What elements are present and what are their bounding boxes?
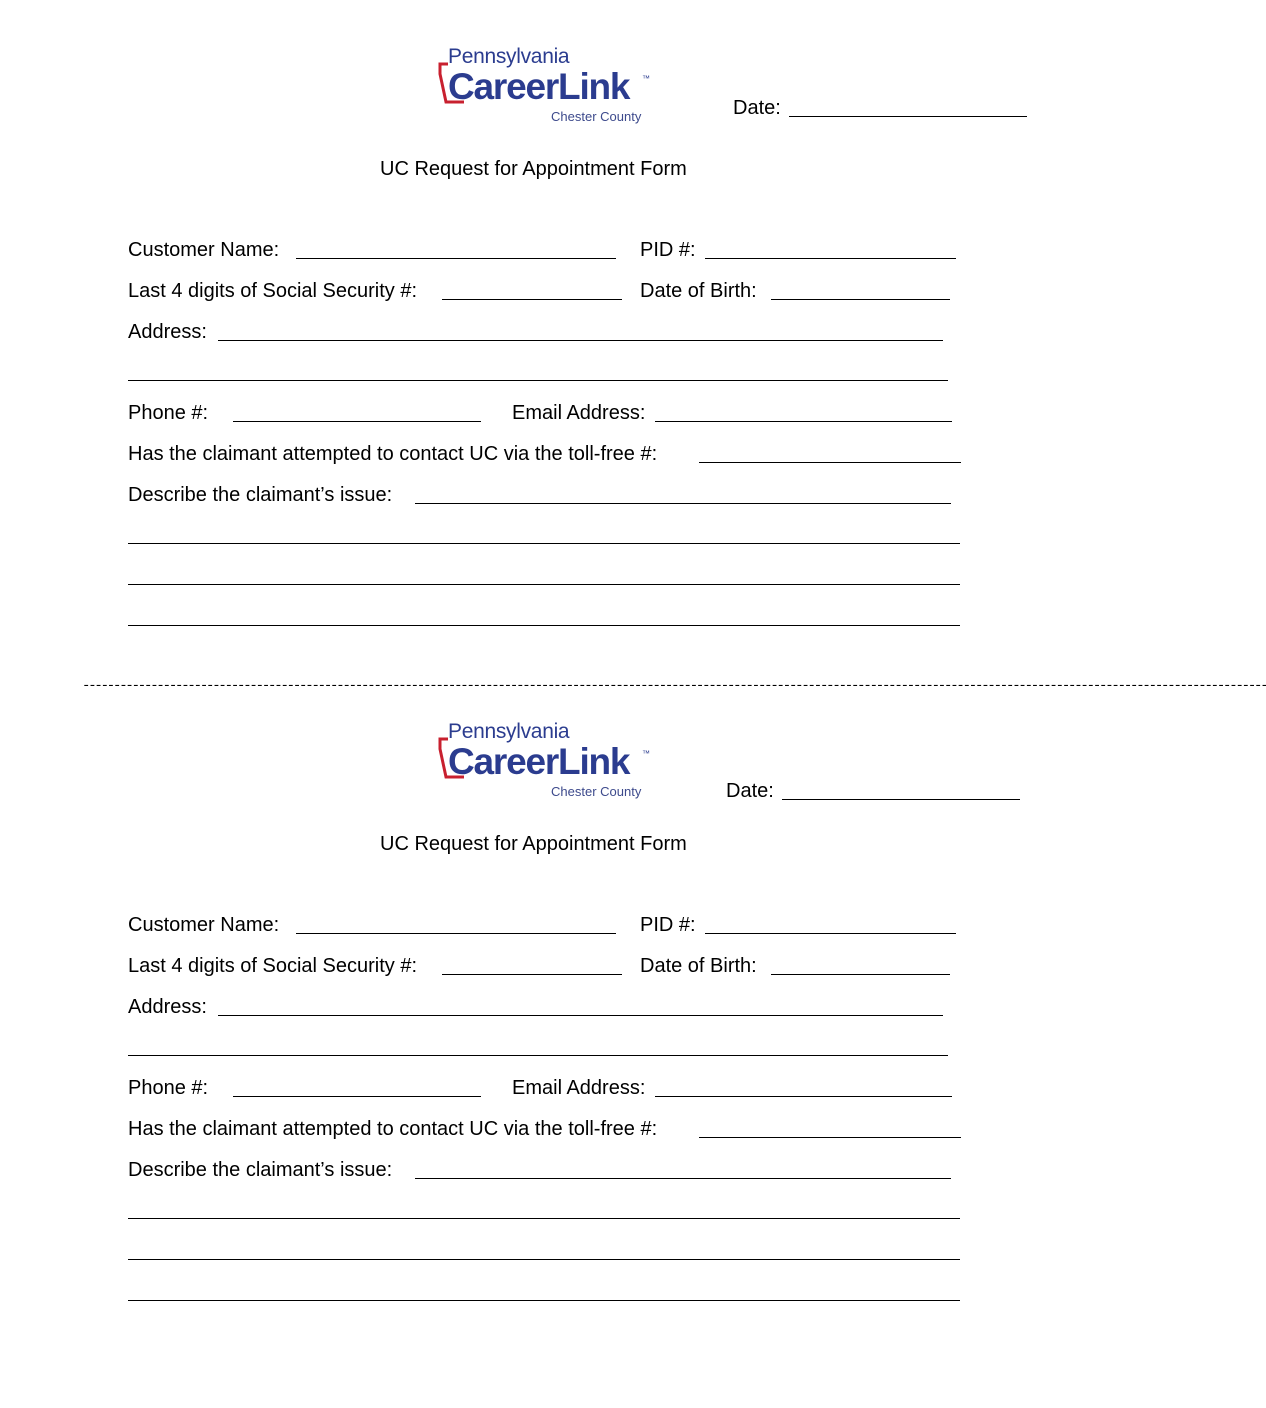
date-label: Date: xyxy=(726,780,774,802)
dob-field[interactable] xyxy=(771,974,950,975)
logo-trademark: ™ xyxy=(642,74,650,83)
ssn-label: Last 4 digits of Social Security #: xyxy=(128,280,418,302)
contact-attempt-field[interactable] xyxy=(699,462,961,463)
phone-label: Phone #: xyxy=(128,402,209,424)
ssn-label: Last 4 digits of Social Security #: xyxy=(128,955,418,977)
issue-label: Describe the claimant’s issue: xyxy=(128,484,393,506)
date-label: Date: xyxy=(733,97,781,119)
address-label: Address: xyxy=(128,996,207,1018)
issue-field-line3[interactable] xyxy=(128,584,960,585)
dob-label: Date of Birth: xyxy=(640,280,757,302)
issue-field[interactable] xyxy=(415,1178,951,1179)
address-field-line2[interactable] xyxy=(128,1055,948,1056)
address-field[interactable] xyxy=(218,1015,943,1016)
phone-label: Phone #: xyxy=(128,1077,209,1099)
careerlink-logo xyxy=(436,44,656,128)
phone-field[interactable] xyxy=(233,421,481,422)
email-label: Email Address: xyxy=(512,1077,646,1099)
customer-name-label: Customer Name: xyxy=(128,239,280,261)
dob-field[interactable] xyxy=(771,299,950,300)
issue-field-line3[interactable] xyxy=(128,1259,960,1260)
address-label: Address: xyxy=(128,321,207,343)
ssn-field[interactable] xyxy=(442,299,622,300)
contact-attempt-field[interactable] xyxy=(699,1137,961,1138)
cut-divider: ----------------------------------------------------------------------------------------------------------------------------------------------------------------------------------------------- xyxy=(82,678,1266,694)
customer-name-field[interactable] xyxy=(296,258,616,259)
pid-label: PID #: xyxy=(640,239,696,261)
appointment-form-bottom xyxy=(0,675,1266,1355)
careerlink-logo xyxy=(436,719,656,803)
customer-name-field[interactable] xyxy=(296,933,616,934)
appointment-form-top xyxy=(0,0,1088,680)
issue-field-line4[interactable] xyxy=(128,625,960,626)
address-field[interactable] xyxy=(218,340,943,341)
customer-name-label: Customer Name: xyxy=(128,914,280,936)
logo-state-text: Pennsylvania xyxy=(448,720,570,743)
pid-field[interactable] xyxy=(705,258,956,259)
pid-label: PID #: xyxy=(640,914,696,936)
contact-attempt-label: Has the claimant attempted to contact UC via the toll-free #: xyxy=(128,1118,658,1140)
issue-field[interactable] xyxy=(415,503,951,504)
logo-brand-text: CareerLink xyxy=(448,741,630,782)
logo-trademark: ™ xyxy=(642,749,650,758)
issue-field-line4[interactable] xyxy=(128,1300,960,1301)
form-title: UC Request for Appointment Form xyxy=(380,833,687,855)
email-field[interactable] xyxy=(655,1096,952,1097)
email-field[interactable] xyxy=(655,421,952,422)
email-label: Email Address: xyxy=(512,402,646,424)
ssn-field[interactable] xyxy=(442,974,622,975)
issue-field-line2[interactable] xyxy=(128,543,960,544)
pid-field[interactable] xyxy=(705,933,956,934)
date-field[interactable] xyxy=(789,116,1027,117)
form-title: UC Request for Appointment Form xyxy=(380,158,687,180)
logo-brand-text: CareerLink xyxy=(448,66,630,107)
issue-field-line2[interactable] xyxy=(128,1218,960,1219)
logo-county-text: Chester County xyxy=(551,109,642,124)
contact-attempt-label: Has the claimant attempted to contact UC via the toll-free #: xyxy=(128,443,658,465)
logo-state-text: Pennsylvania xyxy=(448,45,570,68)
phone-field[interactable] xyxy=(233,1096,481,1097)
address-field-line2[interactable] xyxy=(128,380,948,381)
date-field[interactable] xyxy=(782,799,1020,800)
issue-label: Describe the claimant’s issue: xyxy=(128,1159,393,1181)
logo-county-text: Chester County xyxy=(551,784,642,799)
dob-label: Date of Birth: xyxy=(640,955,757,977)
